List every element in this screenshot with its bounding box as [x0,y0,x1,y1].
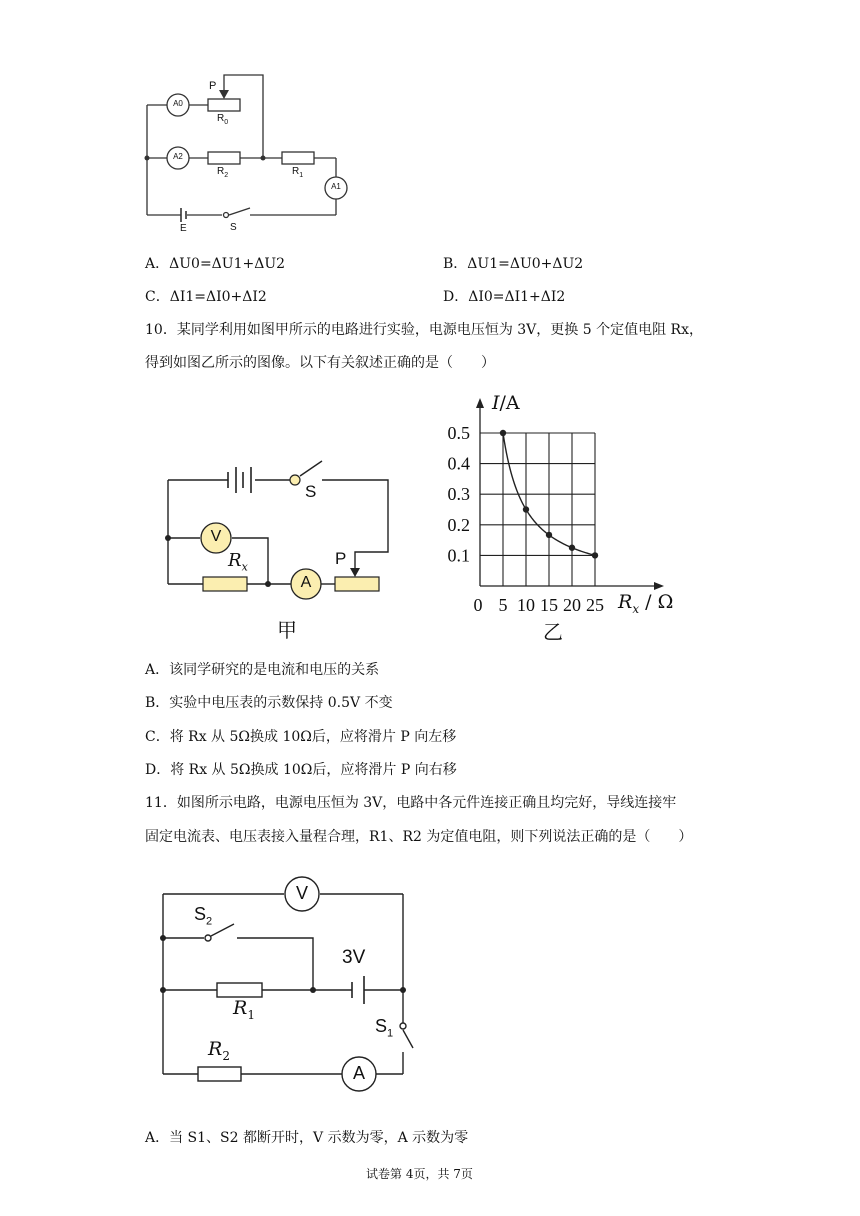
q10-ammeter-label: A [300,574,312,591]
q10-label-rx: $R_x$ [228,550,248,574]
q11-stem-line2: 固定电流表、电压表接入量程合理，R1、R2 为定值电阻，则下列说法正确的是（ ） [145,829,693,845]
y-tick-label: 0.5 [447,423,470,443]
q11-voltmeter-label: V [295,883,308,903]
x-tick-label: 5 [498,595,508,615]
q11-option-a: A．当 S1、S2 都断开时，V 示数为零，A 示数为零 [145,1130,469,1146]
x-tick-label: 10 [517,595,535,615]
q11-label-r1: $R_1$ [233,997,255,1022]
q9-option-d: D．ΔI0=ΔI1+ΔI2 [443,289,566,305]
q10-voltmeter-label: V [210,528,222,545]
q9-label-a2: A2 [173,152,183,161]
q10-stem-line2: 得到如图乙所示的图像。以下有关叙述正确的是（ ） [145,355,495,371]
q11-battery-label: 3V [342,947,366,968]
q10-label-p: P [335,549,347,568]
y-tick-label: 0.2 [447,514,470,535]
q9-label-r2: $R_2$ [217,166,229,179]
x-tick-label: 0 [473,595,483,615]
q9-option-c: C．ΔI1=ΔI0+ΔI2 [145,289,267,305]
x-tick-label: 15 [540,595,558,615]
x-tick-label: 20 [563,595,581,615]
q11-label-r2: $R_2$ [208,1038,230,1063]
q10-option-c: C．将 Rx 从 5Ω换成 10Ω后，应将滑片 P 向左移 [145,729,457,745]
q9-label-r0: $R_0$ [217,113,229,126]
q9-label-r1: $R_1$ [292,166,304,179]
q10-option-b: B．实验中电压表的示数保持 0.5V 不变 [145,695,393,711]
q9-label-a1: A1 [331,182,341,191]
y-tick-label: 0.4 [447,453,470,474]
q11-stem-line1: 11．如图所示电路，电源电压恒为 3V，电路中各元件连接正确且均完好，导线连接牢 [145,795,677,811]
q10-circuit-caption: 甲 [277,620,297,642]
q11-label-s1: $S_1$ [375,1016,394,1040]
page-footer: 试卷第 4页，共 7页 [366,1167,473,1181]
q10-option-a: A．该同学研究的是电流和电压的关系 [145,662,380,678]
q11-ammeter-label: A [352,1063,365,1083]
y-tick-label: 0.3 [447,484,470,505]
q9-option-b: B．ΔU1=ΔU0+ΔU2 [443,256,584,272]
q9-label-s: S [230,222,237,233]
q10-graph-ylabel: I/A [492,392,520,414]
q10-graph-caption: 乙 [543,622,563,644]
q10-graph-xlabel: $R_x$ / Ω [618,591,674,616]
q9-option-a: A．ΔU0=ΔU1+ΔU2 [145,256,286,272]
q10-stem-line1: 10．某同学利用如图甲所示的电路进行实验，电源电压恒为 3V，更换 5 个定值电阻 Rx， [145,322,703,338]
q9-label-p: P [209,80,217,92]
y-tick-label: 0.1 [447,545,470,566]
q9-label-e: E [180,223,187,234]
q10-option-d: D．将 Rx 从 5Ω换成 10Ω后，应将滑片 P 向右移 [145,762,457,778]
q9-label-a0: A0 [173,99,183,108]
q11-label-s2: $S_2$ [194,904,213,928]
x-tick-label: 25 [586,595,604,615]
q10-label-s: S [305,482,317,501]
